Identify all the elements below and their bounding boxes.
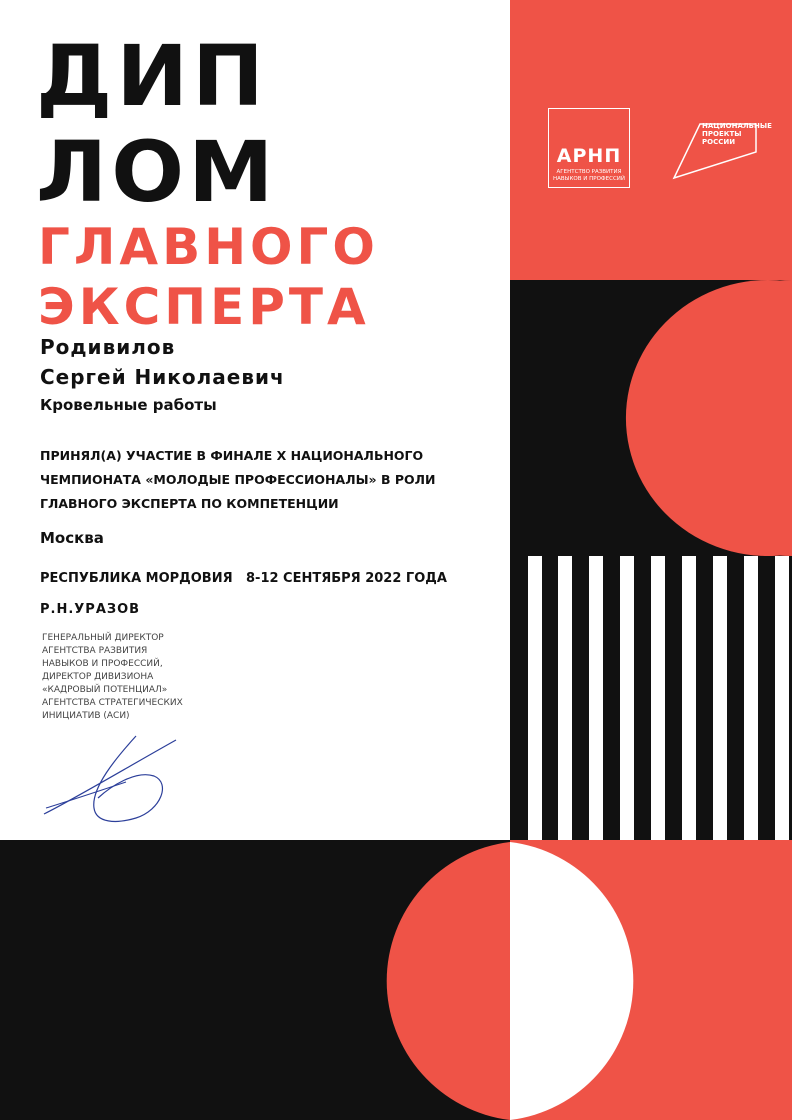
city: Москва bbox=[40, 529, 104, 547]
arnp-logo-title: АРНП bbox=[556, 145, 622, 167]
arnp-logo bbox=[548, 108, 630, 188]
recipient-given-name: Сергей Николаевич bbox=[40, 365, 285, 389]
position-line: НАВЫКОВ И ПРОФЕССИЙ, bbox=[42, 659, 163, 669]
np-logo-line: РОССИИ bbox=[702, 138, 736, 146]
participation-statement bbox=[40, 444, 460, 516]
region: РЕСПУБЛИКА МОРДОВИЯ bbox=[40, 571, 233, 586]
np-logo-line: ПРОЕКТЫ bbox=[702, 130, 742, 138]
np-logo-line: НАЦИОНАЛЬНЫЕ bbox=[702, 122, 772, 130]
position-line: ИНИЦИАТИВ (АСИ) bbox=[42, 711, 130, 721]
statement-line-1: ПРИНЯЛ(А) УЧАСТИЕ В ФИНАЛЕ X НАЦИОНАЛЬНОГО bbox=[40, 448, 424, 463]
arnp-logo-subtitle-line: АГЕНТСТВО РАЗВИТИЯ bbox=[556, 169, 622, 175]
arnp-logo-subtitle-line: НАВЫКОВ И ПРОФЕССИЙ bbox=[552, 176, 626, 182]
signature bbox=[36, 728, 186, 828]
title-line-2: ЛОМ bbox=[36, 123, 278, 221]
position-line: АГЕНТСТВА СТРАТЕГИЧЕСКИХ bbox=[42, 698, 183, 708]
stripes-panel bbox=[510, 556, 792, 840]
event-dates: 8-12 СЕНТЯБРЯ 2022 ГОДА bbox=[246, 571, 447, 586]
position-line: ГЕНЕРАЛЬНЫЙ ДИРЕКТОР bbox=[42, 633, 164, 643]
national-projects-logo-text bbox=[702, 122, 772, 146]
arnp-logo-subtitle bbox=[549, 169, 629, 183]
position-line: «КАДРОВЫЙ ПОТЕНЦИАЛ» bbox=[42, 685, 168, 695]
statement-line-3: ГЛАВНОГО ЭКСПЕРТА ПО КОМПЕТЕНЦИИ bbox=[40, 496, 339, 511]
recipient-surname: Родивилов bbox=[40, 335, 176, 359]
recipient-name bbox=[40, 332, 285, 392]
position-line: АГЕНТСТВА РАЗВИТИЯ bbox=[42, 646, 148, 656]
title-line-4: ЭКСПЕРТА bbox=[38, 278, 370, 336]
statement-line-2: ЧЕМПИОНАТА «МОЛОДЫЕ ПРОФЕССИОНАЛЫ» В РОЛИ bbox=[40, 472, 436, 487]
diploma-title bbox=[36, 27, 278, 226]
diploma-subtitle bbox=[38, 218, 379, 342]
title-line-3: ГЛАВНОГО bbox=[38, 218, 379, 276]
signer-name: Р.Н.УРАЗОВ bbox=[40, 602, 141, 617]
position-line: ДИРЕКТОР ДИВИЗИОНА bbox=[42, 672, 154, 682]
signer-position bbox=[42, 632, 192, 723]
title-line-1: ДИП bbox=[36, 27, 268, 125]
competence-name: Кровельные работы bbox=[40, 396, 217, 414]
